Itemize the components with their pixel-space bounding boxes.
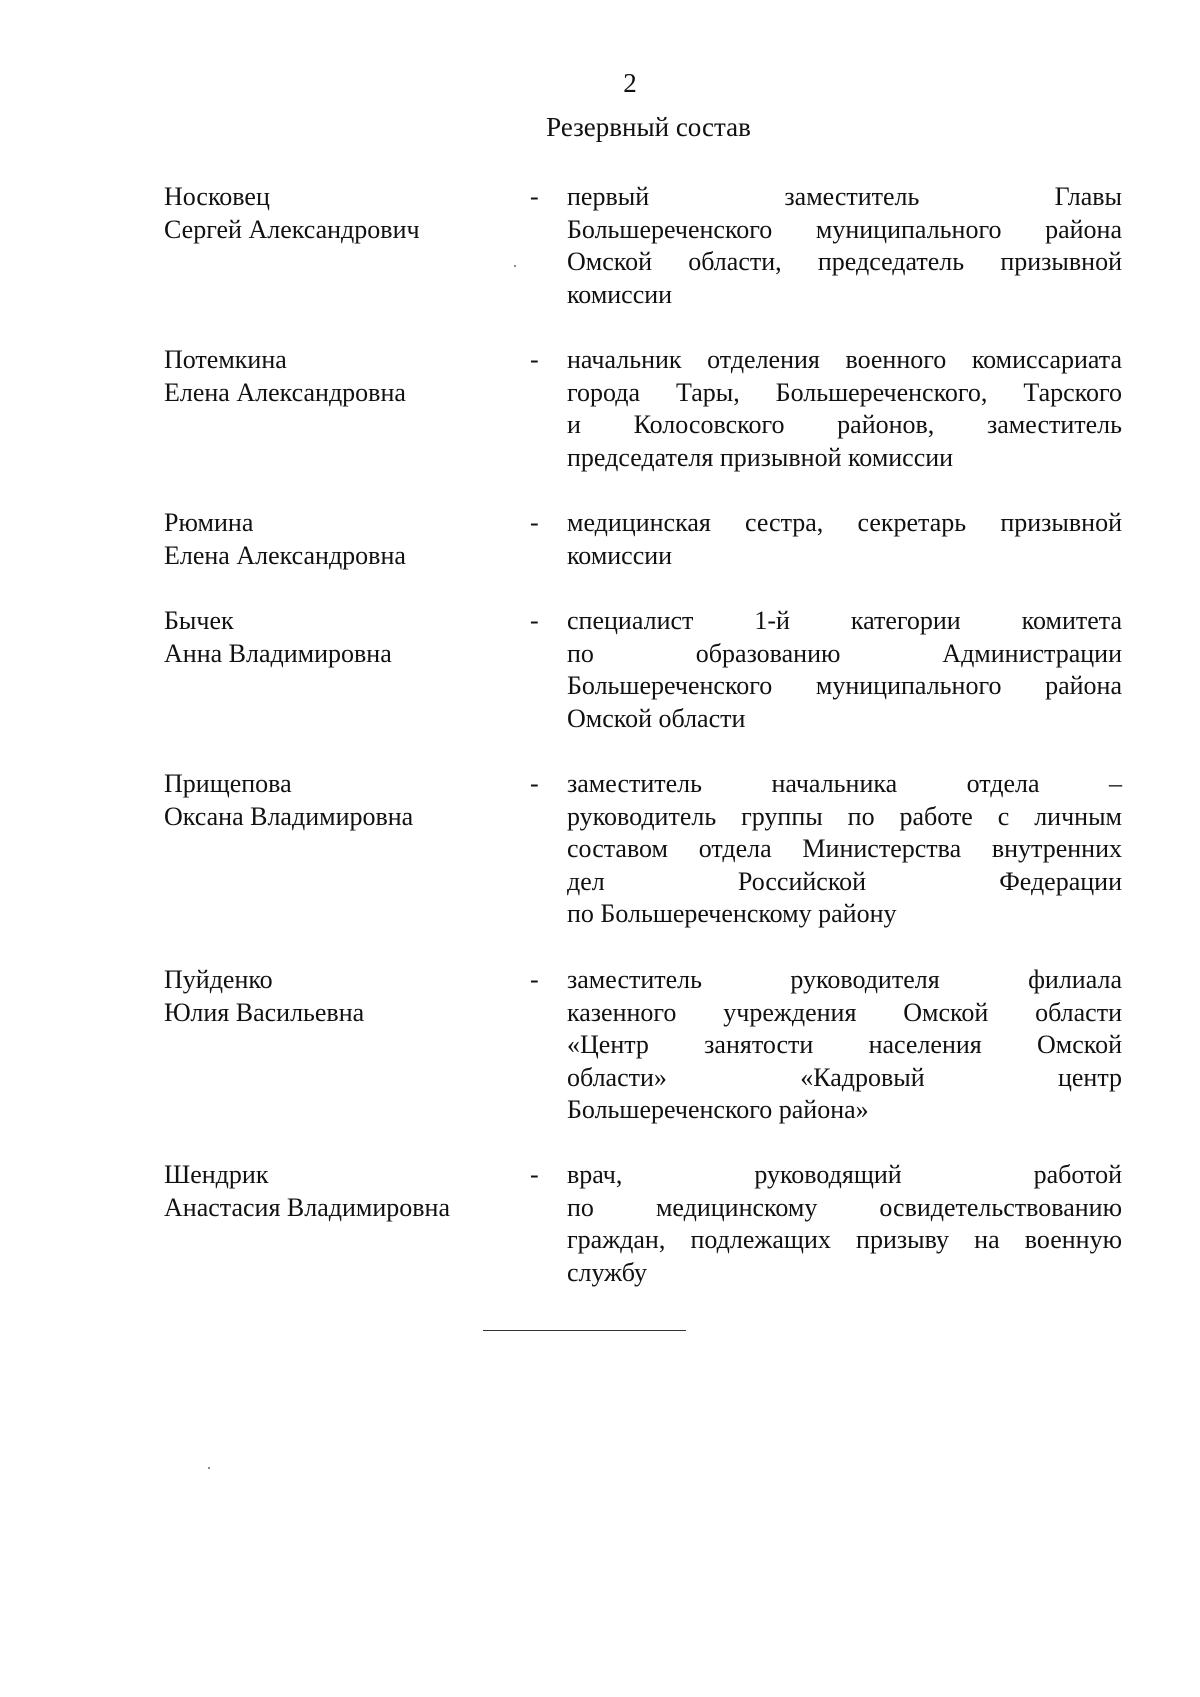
position-line: службу [567,1257,648,1287]
position-line: по образованию Администрации [567,638,1122,668]
position-line: граждан, подлежащих призыву на военную [567,1225,1122,1254]
position-line: руководитель группы по работе с личным [567,801,1122,831]
member-given-names: Оксана Владимировна [164,801,414,831]
position-line: председателя призывной комиссии [567,442,954,472]
member-surname: Рюмина [164,508,254,537]
member-name [164,964,504,1029]
member-name [164,344,504,409]
position-line: Омской области, председатель призывной [567,247,1122,276]
page-number: 2 [623,68,637,98]
member-surname: Носковец [164,182,270,211]
position-line: и Колосовского районов, заместитель [567,410,1122,439]
member-position [567,605,1122,735]
member-name [164,181,504,246]
section-title: Резервный состав [546,112,751,142]
separator-dash: - [530,965,539,994]
member-position [567,507,1122,572]
member-position [567,181,1122,311]
member-position [567,964,1122,1127]
member-given-names: Сергей Александрович [164,214,420,244]
position-line: начальник отделения военного комиссариата [567,345,1122,374]
position-line: «Центр занятости населения Омской [567,1030,1122,1059]
member-position [567,1159,1122,1289]
position-line: составом отдела Министерства внутренних [567,834,1122,863]
separator-dash: - [530,769,539,798]
member-given-names: Елена Александровна [164,540,406,570]
member-surname: Прищепова [164,769,292,798]
member-given-names: Анастасия Владимировна [164,1192,450,1222]
scan-speck [208,1467,210,1469]
member-position [567,768,1122,931]
member-name [164,507,504,572]
separator-dash: - [530,182,539,211]
member-name [164,1159,504,1224]
position-line: Большереченского муниципального района [567,671,1122,700]
separator-dash: - [530,345,539,374]
end-of-list-rule [483,1330,686,1331]
separator-dash: - [530,508,539,537]
member-position [567,344,1122,474]
member-name [164,605,504,670]
position-line: заместитель начальника отдела – [567,769,1122,798]
position-line: Омской области [567,703,746,733]
member-surname: Шендрик [164,1160,269,1189]
position-line: медицинская сестра, секретарь призывной [567,508,1122,537]
position-line: первый заместитель Главы [567,182,1122,211]
position-line: казенного учреждения Омской области [567,997,1122,1027]
position-line: по Большереченскому району [567,899,897,928]
position-line: области» «Кадровый центр [567,1062,1122,1092]
member-given-names: Юлия Васильевна [164,997,365,1027]
position-line: комиссии [567,279,673,309]
position-line: заместитель руководителя филиала [567,965,1122,994]
position-line: Большереченского муниципального района [567,214,1122,244]
position-line: специалист 1-й категории комитета [567,606,1122,635]
separator-dash: - [530,606,539,635]
member-surname: Потемкина [164,345,287,374]
position-line: дел Российской Федерации [567,866,1122,896]
position-line: города Тары, Большереченского, Тарского [567,377,1122,407]
position-line: комиссии [567,540,673,570]
separator-dash: - [530,1160,539,1189]
member-name [164,768,504,833]
position-line: Большереченского района» [567,1095,869,1124]
member-surname: Пуйденко [164,965,273,994]
member-given-names: Елена Александровна [164,377,406,407]
member-surname: Бычек [164,606,234,635]
scan-speck [514,265,516,267]
member-given-names: Анна Владимировна [164,638,392,668]
position-line: по медицинскому освидетельствованию [567,1192,1122,1222]
position-line: врач, руководящий работой [567,1160,1122,1189]
